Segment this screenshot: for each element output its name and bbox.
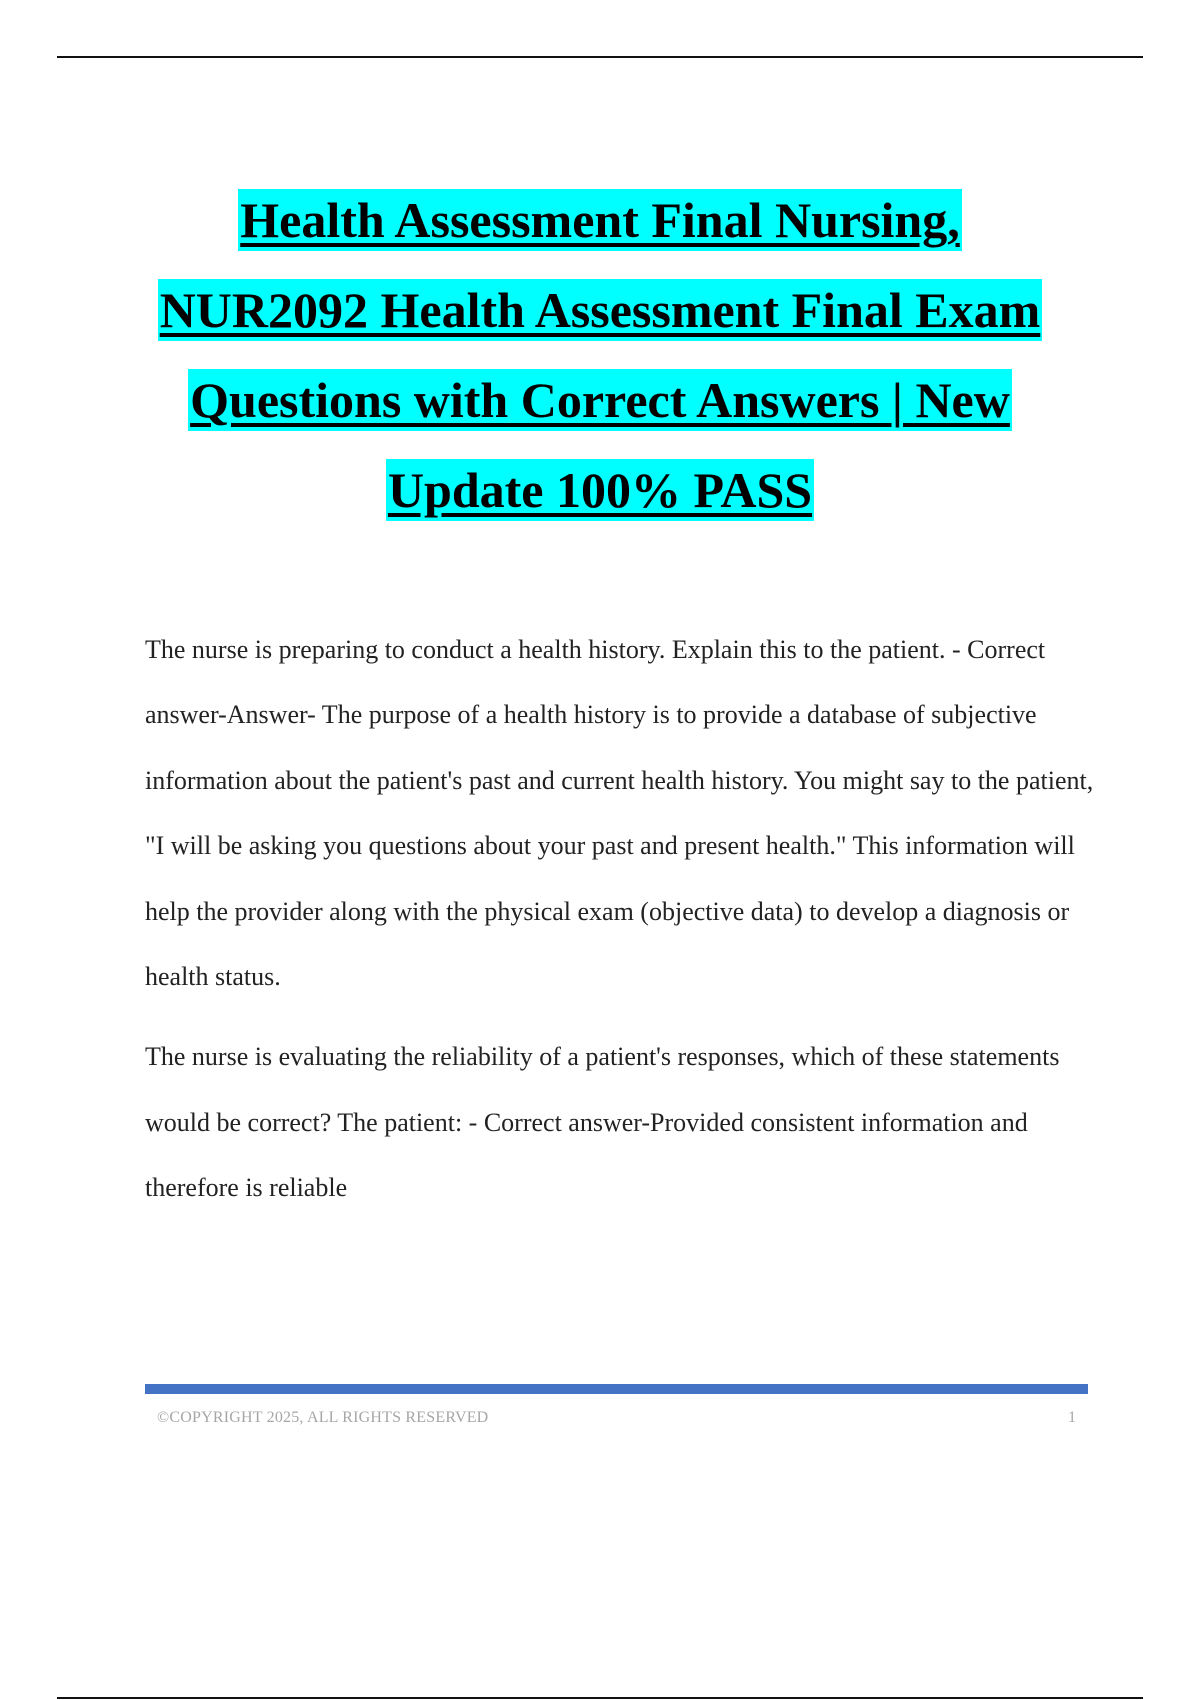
footer-copyright: ©COPYRIGHT 2025, ALL RIGHTS RESERVED <box>157 1409 489 1426</box>
bottom-rule <box>57 1697 1143 1699</box>
page-number: 1 <box>1068 1409 1076 1426</box>
title-line <box>100 355 1100 445</box>
question-answer-paragraph: The nurse is evaluating the reliability of a patient's responses, which of these statements would be correct? The patient: - Correct answer-Provided consistent information and therefore is reliable <box>145 1042 1060 1203</box>
title-line-text: Update 100% PASS <box>386 459 814 521</box>
title-line <box>100 265 1100 355</box>
top-rule <box>57 56 1143 58</box>
footer-bar <box>145 1384 1088 1394</box>
title-line-text: Questions with Correct Answers | New <box>188 369 1012 431</box>
document-title <box>100 175 1100 535</box>
title-line-text: NUR2092 Health Assessment Final Exam <box>158 279 1043 341</box>
question-answer-paragraph: The nurse is preparing to conduct a health history. Explain this to the patient. - Correct answer-Answer- The purpose of a health history is to provide a database of subjective information about the patient's past and current health history. You might say to the patient, "I will be asking you questions about your past and present health." This information will help the provider along with the physical exam (objective data) to develop a diagnosis or health status. <box>145 635 1094 992</box>
title-line <box>100 445 1100 535</box>
title-line <box>100 175 1100 265</box>
title-line-text: Health Assessment Final Nursing, <box>238 189 962 251</box>
document-body <box>145 617 1105 1236</box>
